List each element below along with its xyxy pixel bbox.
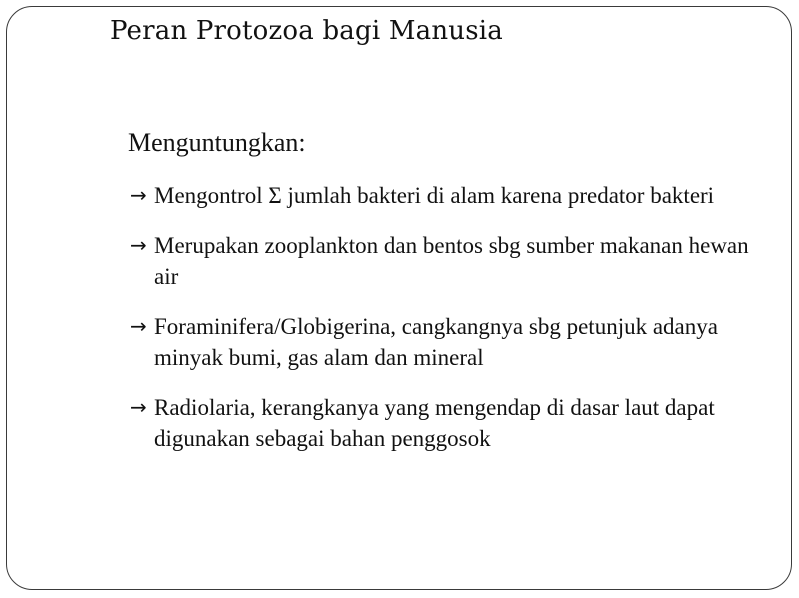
slide-title: Peran Protozoa bagi Manusia [110,16,503,46]
section-heading: Menguntungkan: [128,128,306,157]
arrow-right-icon: → [130,314,147,338]
bullet-text: Foraminifera/Globigerina, cangkangnya sbg petunjuk adanya minyak bumi, gas alam dan mineral [154,314,718,370]
arrow-right-icon: → [130,183,147,207]
bullet-list [130,180,760,473]
bullet-item [130,311,760,373]
arrow-right-icon: → [130,233,147,257]
arrow-right-icon: → [130,395,147,419]
bullet-item [130,230,760,292]
bullet-text: Mengontrol Σ jumlah bakteri di alam karena predator bakteri [154,183,715,208]
bullet-item [130,392,760,454]
bullet-item [130,180,760,211]
bullet-text: Radiolaria, kerangkanya yang mengendap di dasar laut dapat digunakan sebagai bahan penggosok [154,395,715,451]
bullet-text: Merupakan zooplankton dan bentos sbg sumber makanan hewan air [154,233,749,289]
